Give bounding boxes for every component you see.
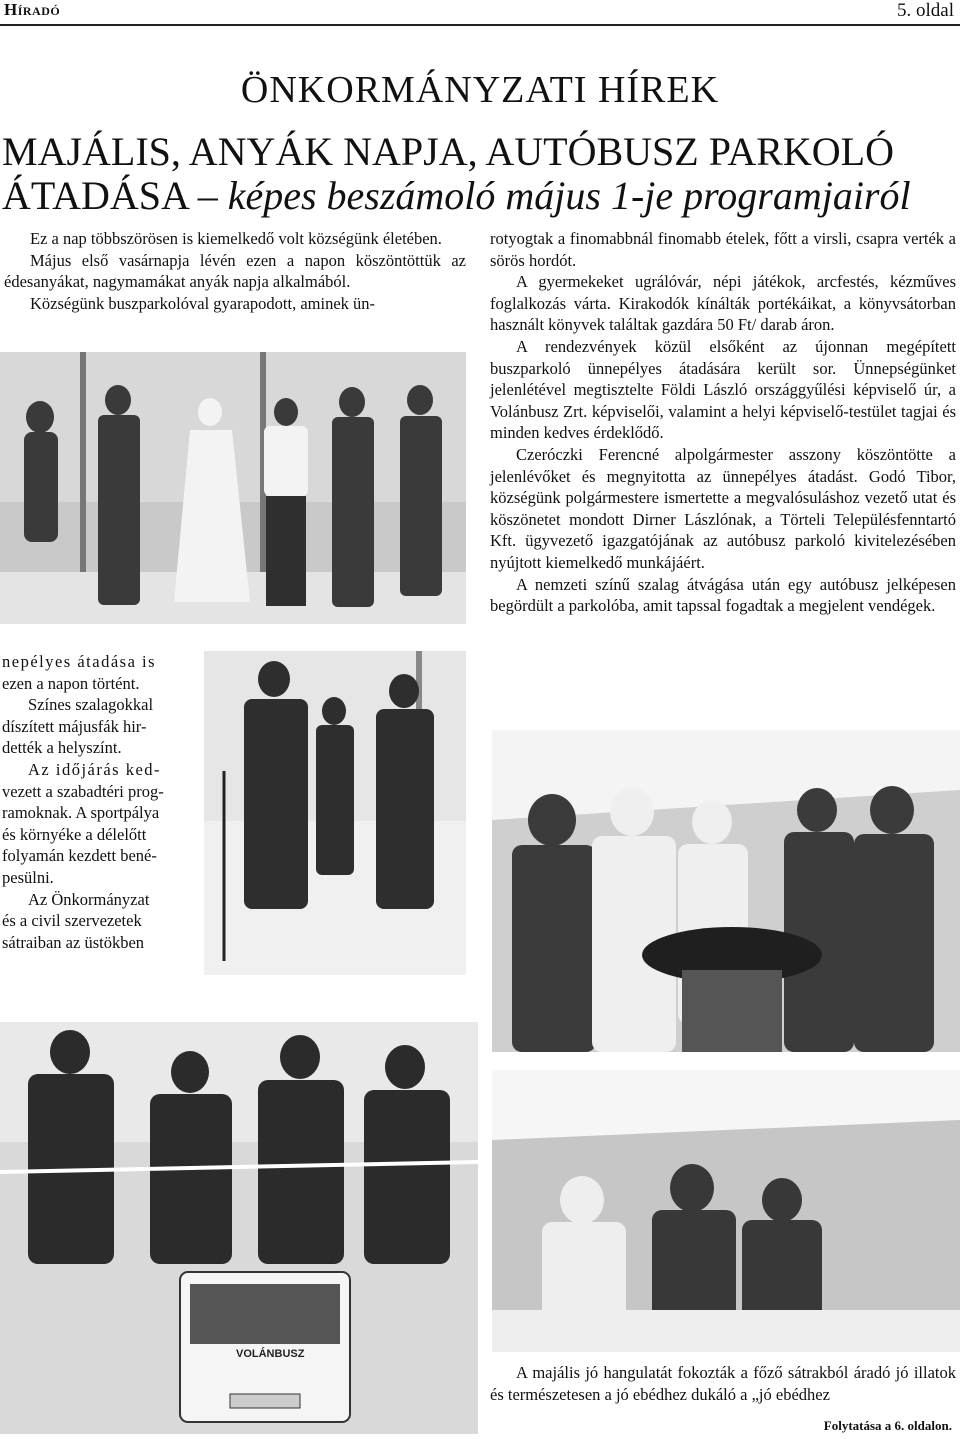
bus-sign-label: VOLÁNBUSZ	[236, 1348, 305, 1360]
article-headline	[2, 130, 958, 218]
text-line: vezett a szabadtéri prog-	[2, 781, 164, 801]
text-line: ezen a napon történt.	[2, 673, 140, 693]
paragraph: A nemzeti színű szalag átvágása után egy autóbusz jelképesen begördült a parkolóba, amit tapssal fogadtak a megjelent vendégek.	[490, 574, 956, 616]
text-line: ramoknak. A sportpálya	[2, 803, 160, 823]
bottom-right-text	[490, 1362, 956, 1405]
text-line: és a civil szervezetek	[2, 911, 142, 931]
paragraph: A majális jó hangulatát fokozták a főző sátrakból áradó jó illatok és természetesen a jó ebédhez dukáló a „jó ebédhez	[490, 1363, 956, 1404]
headline-dash: –	[187, 173, 228, 218]
paragraph: Ez a nap többszörösen is kiemelkedő volt községünk életében.	[30, 229, 442, 248]
paragraph: A rendezvények közül elsőként az újonnan megépített buszparkoló ünnepélyes átadására került sor. Ünnepségünket jelenlétével megtisztelte Földi László országgyűlési képviselő úr, a Volánbusz Zrt. képviselői, valamint a helyi képviselő-testület tagjai és minden kedves érdeklődő.	[490, 336, 956, 443]
paragraph: Községünk buszparkolóval gyarapodott, aminek ün-	[30, 293, 376, 313]
page-number: 5. oldal	[897, 0, 954, 21]
paragraph: A gyermekeket ugrálóvár, népi játékok, arcfestés, kézműves foglalkozás várta. Kirakodók kínálták portékáikat, a könyvsátorban használt könyvek találtak gazdára 50 Ft/ darab áron.	[490, 272, 956, 335]
photo-lunch-tent	[492, 1070, 960, 1352]
text-line: Színes szalagokkal	[28, 695, 154, 715]
photo-cooks-cauldron	[492, 730, 960, 1052]
text-line: dették a helyszínt.	[2, 738, 122, 758]
text-line: pesülni.	[2, 867, 54, 887]
continuation-note: Folytatása a 6. oldalon.	[823, 1418, 952, 1433]
header-rule	[0, 24, 960, 26]
text-line: nepélyes átadása is	[2, 652, 157, 671]
text-line: díszített májusfák hir-	[2, 716, 147, 736]
text-line: folyamán kezdett bené-	[2, 846, 157, 866]
headline-caps: ÁTADÁSA	[2, 173, 188, 218]
headline-line-1: MAJÁLIS, ANYÁK NAPJA, AUTÓBUSZ PARKOLÓ	[2, 129, 894, 174]
headline-line-2	[2, 174, 958, 218]
headline-subtitle: képes beszámoló május 1-je programjairól	[227, 173, 911, 218]
photo-mothers-day-group	[0, 352, 466, 624]
photo-ribbon-cutting-bus	[0, 1022, 478, 1434]
left-column-text	[4, 228, 466, 314]
paragraph: Czeróczki Ferencné alpolgármester asszony köszöntötte a jelenlévőket és megnyitotta az ünnepélyes átadást. Godó Tibor, községünk polgármestere ismertette a megvalósuláshoz vezető utat és köszönetet mondott Dirner Lászlónak, a Törteli Településfenntartó Kft. ügyvezető igazgatójának az autóbusz parkoló kivitelezésében nyújtott kiemelkedő munkájáért.	[490, 444, 956, 572]
text-line: Az Önkormányzat	[28, 889, 150, 909]
photo-speakers-microphone	[204, 651, 466, 975]
section-title: ÖNKORMÁNYZATI HÍREK	[240, 69, 720, 111]
text-line: sátraiban az üstökben	[2, 932, 145, 952]
mid-column-text	[2, 651, 198, 953]
right-column-text	[490, 228, 956, 617]
text-line: Az időjárás ked-	[28, 759, 162, 779]
paragraph: rotyogtak a finomabbnál finomabb ételek, főtt a virsli, csapra verték a sörös hordót.	[490, 229, 956, 270]
publication-name: Híradó	[4, 0, 61, 19]
text-line: és környéke a délelőtt	[2, 824, 147, 844]
paragraph: Május első vasárnapja lévén ezen a napon köszöntöttük az édesanyákat, nagymamákat anyák napja alkalmából.	[4, 250, 466, 292]
